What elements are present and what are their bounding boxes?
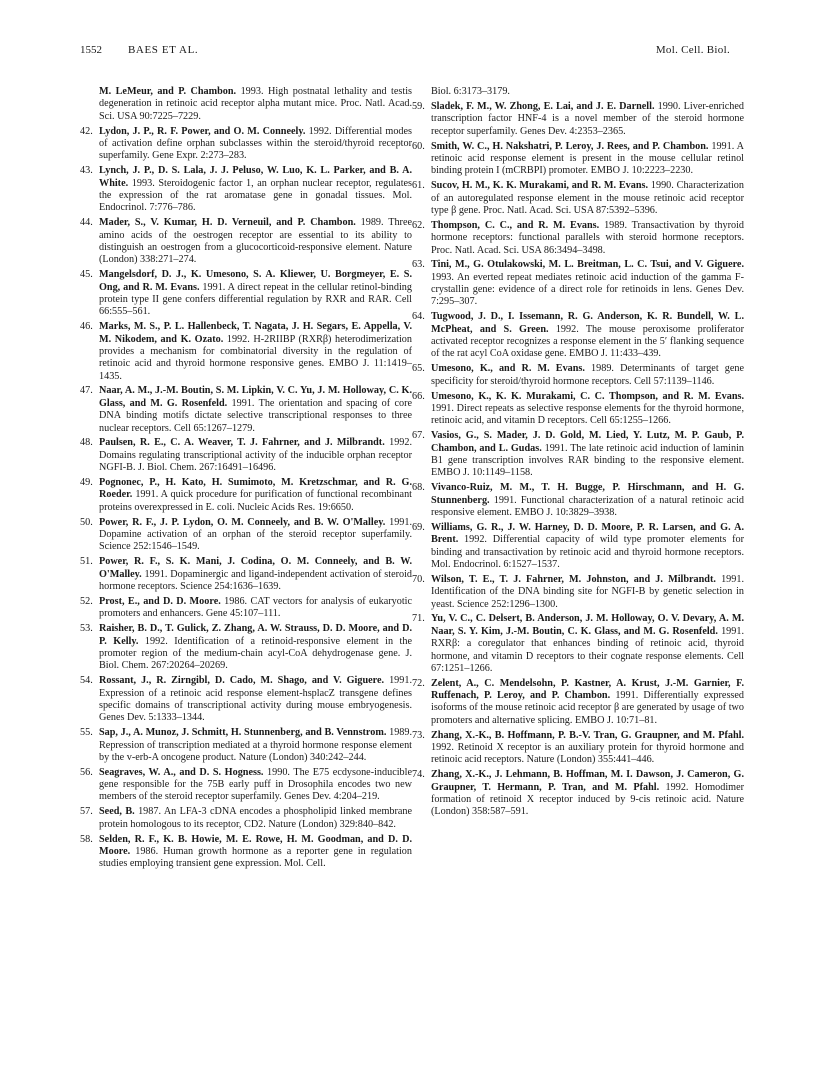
reference-entry [412, 613, 744, 675]
reference-entry [412, 482, 744, 519]
reference-entry [80, 437, 412, 474]
reference-text: 1990. Characterization of an autoregulated response element in the mouse retinoic acid receptor type β gene. Proc. Natl. Acad. Sci. USA 87:5392–5396. [431, 180, 744, 216]
reference-number: 63. [412, 259, 425, 271]
reference-authors: Zelent, A., C. Mendelsohn, P. Kastner, A. Krust, J.-M. Garnier, F. Ruffenach, P. Leroy, and P. Chambon. [431, 677, 744, 702]
reference-authors: Smith, W. C., H. Nakshatri, P. Leroy, J. Rees, and P. Chambon. [431, 140, 709, 152]
reference-number: 42. [80, 125, 93, 137]
reference-entry [412, 769, 744, 818]
reference-entry [412, 141, 744, 178]
reference-number: 51. [80, 556, 93, 568]
reference-text: 1991. RXRβ: a coregulator that enhances binding of retinoic acid, thyroid hormone, and vitamin D receptors to their cognate response elements. Cell 67:1251–1266. [431, 625, 744, 674]
reference-number: 62. [412, 219, 425, 231]
reference-number: 52. [80, 595, 93, 607]
reference-authors: Sucov, H. M., K. K. Murakami, and R. M. Evans. [431, 180, 649, 192]
reference-text: 1991. A retinoic acid response element is present in the mouse cellular retinol binding protein I (mCRBPI) promoter. EMBO J. 10:2223–2230. [431, 140, 744, 177]
reference-authors: Rossant, J., R. Zirngibl, D. Cado, M. Shago, and V. Giguere. [99, 675, 385, 687]
reference-entry [80, 806, 412, 831]
reference-column-left [80, 86, 412, 873]
reference-text: 1992. H-2RIIBP (RXRβ) heterodimerization provides a mechanism for combinatorial diversity in the regulation of retinoic acid and thyroid hormone responsive genes. EMBO J. 11:1419–1435. [99, 333, 412, 382]
reference-number: 74. [412, 769, 425, 781]
reference-number: 71. [412, 613, 425, 625]
reference-authors: Lynch, J. P., D. S. Lala, J. J. Peluso, W. Luo, K. L. Parker, and B. A. White. [99, 165, 412, 189]
reference-entry [412, 522, 744, 571]
reference-text: 1989. Transactivation by thyroid hormone receptors: functional parallels with steroid hormone receptors. Proc. Natl. Acad. Sci. USA 86:3494–3498. [431, 219, 745, 256]
reference-entry [412, 363, 744, 388]
reference-text: 1991. A quick procedure for purification of functional recombinant proteins overexpressed in E. coli. Nucleic Acids Res. 19:6650. [99, 489, 413, 513]
reference-authors: Tini, M., G. Otulakowski, M. L. Breitman, L. C. Tsui, and V. Giguere. [431, 259, 744, 271]
reference-text: Biol. 6:3173–3179. [431, 86, 510, 97]
reference-number: 73. [412, 729, 425, 741]
reference-entry [412, 101, 744, 138]
reference-text: 1989. Determinants of target gene specificity for steroid/thyroid hormone receptors. Cell 57:1139–1146. [431, 363, 744, 387]
reference-entry [80, 269, 412, 318]
reference-text: 1990. The E75 ecdysone-inducible gene responsible for the 75B early puff in Drosophila encodes two new members of the steroid receptor superfamily. Genes Dev. 4:204–219. [99, 766, 412, 803]
reference-text: 1992. The mouse peroxisome proliferator activated receptor recognizes a response element in the 5′ flanking sequence of the rat acyl CoA oxidase gene. EMBO J. 11:433–439. [431, 323, 744, 360]
reference-authors: Raisher, B. D., T. Gulick, Z. Zhang, A. W. Strauss, D. D. Moore, and D. P. Kelly. [99, 623, 412, 647]
reference-number: 57. [80, 806, 93, 818]
reference-number: 44. [80, 217, 93, 229]
reference-authors: Williams, G. R., J. W. Harney, D. D. Moore, P. R. Larsen, and G. A. Brent. [431, 521, 744, 546]
reference-entry [80, 767, 412, 804]
reference-entry [412, 220, 744, 257]
reference-entry [80, 834, 412, 871]
reference-text: 1986. Human growth hormone as a reporter gene in regulation studies employing transient gene expression. Mol. Cell. [99, 846, 412, 870]
reference-text: 1991. The orientation and spacing of core DNA binding motifs dictate selective transcriptional responses to three nuclear receptors. Cell 65:1267–1279. [99, 397, 413, 434]
reference-entry [80, 675, 412, 724]
reference-text: 1990. Liver-enriched transcription factor HNF-4 is a novel member of the steroid hormone receptor superfamily. Genes Dev. 4:2353–2365. [431, 100, 744, 137]
reference-authors: Thompson, C. C., and R. M. Evans. [431, 219, 600, 231]
reference-authors: Umesono, K., and R. M. Evans. [431, 363, 585, 375]
reference-entry [80, 727, 412, 764]
reference-number: 54. [80, 675, 93, 687]
reference-number: 58. [80, 833, 93, 845]
reference-text: 1991. Differentially expressed isoforms of the mouse retinoic acid receptor β are generated by usage of two promoters and alternative splicing. EMBO J. 10:71–81. [431, 690, 744, 726]
page-number: 1552 [80, 44, 102, 56]
reference-authors: Sladek, F. M., W. Zhong, E. Lai, and J. E. Darnell. [431, 100, 655, 112]
reference-authors: Pognonec, P., H. Kato, H. Sumimoto, M. Kretzschmar, and R. G. Roeder. [99, 477, 412, 501]
reference-number: 65. [412, 363, 425, 375]
reference-authors: M. LeMeur, and P. Chambon. [99, 86, 237, 97]
reference-text: 1991. Identification of the DNA binding site for NGFI-B by genetic selection in yeast. Science 252:1296–1300. [431, 573, 744, 610]
reference-text: 1987. An LFA-3 cDNA encodes a phospholipid linked membrane protein homologous to its receptor, CD2. Nature (London) 329:840–842. [99, 806, 413, 830]
reference-entry [412, 430, 744, 479]
reference-entry [80, 86, 412, 123]
reference-text: 1989. Three amino acids of the oestrogen receptor are essential to its ability to distinguish an oestrogen from a glucocorticoid-responsive element. Nature (London) 338:271–274. [99, 217, 412, 266]
reference-text: 1993. Steroidogenic factor 1, an orphan nuclear receptor, regulates the expression of the rat aromatase gene in gonadal tissues. Mol. Endocrinol. 7:776–786. [99, 177, 413, 214]
reference-authors: Wilson, T. E., T. J. Fahrner, M. Johnston, and J. Milbrandt. [431, 573, 716, 585]
reference-entry [412, 180, 744, 217]
reference-text: 1992. Differential modes of activation define orphan subclasses within the steroid/thyroid receptor superfamily. Gene Expr. 2:273–283. [99, 125, 412, 162]
reference-number: 60. [412, 140, 425, 152]
reference-authors: Lydon, J. P., R. F. Power, and O. M. Conneely. [99, 125, 306, 137]
reference-entry [80, 623, 412, 672]
reference-entry [412, 391, 744, 428]
reference-authors: Paulsen, R. E., C. A. Weaver, T. J. Fahrner, and J. Milbrandt. [99, 437, 385, 449]
reference-number: 69. [412, 521, 425, 533]
reference-authors: Prost, E., and D. D. Moore. [99, 595, 221, 607]
reference-authors: Power, R. F., S. K. Mani, J. Codina, O. M. Conneely, and B. W. O'Malley. [99, 556, 412, 580]
reference-number: 59. [412, 100, 425, 112]
reference-text: 1991. Direct repeats as selective response elements for the thyroid hormone, retinoic acid, and vitamin D receptors. Cell 65:1255–1266. [431, 403, 744, 427]
reference-text: 1991. Expression of a retinoic acid response element-hsplacZ transgene defines specific domains of transcriptional activity during mouse embryogenesis. Genes Dev. 5:1333–1344. [99, 675, 412, 724]
reference-authors: Tugwood, J. D., I. Issemann, R. G. Anderson, K. R. Bundell, W. L. McPheat, and S. Green. [431, 311, 744, 335]
reference-authors: Selden, R. F., K. B. Howie, M. E. Rowe, H. M. Goodman, and D. D. Moore. [99, 833, 412, 858]
reference-entry [412, 311, 744, 360]
reference-entry [80, 477, 412, 514]
reference-entry [412, 86, 744, 98]
running-head-journal: Mol. Cell. Biol. [655, 44, 730, 56]
reference-authors: Yu, V. C., C. Delsert, B. Anderson, J. M. Holloway, O. V. Devary, A. M. Naar, S. Y. Kim, J.-M. Boutin, C. K. Glass, and M. G. Rosenfeld. [431, 613, 744, 637]
reference-entry [80, 165, 412, 214]
reference-number: 70. [412, 573, 425, 585]
reference-number: 68. [412, 482, 425, 494]
reference-authors: Seagraves, W. A., and D. S. Hogness. [99, 766, 264, 778]
reference-text: 1992. Domains regulating transcriptional activity of the inducible orphan receptor NGFI-B. J. Biol. Chem. 267:16491–16496. [99, 437, 413, 474]
reference-text: 1992. Homodimer formation of retinoid X receptor induced by 9-cis retinoic acid. Nature (London) 358:587–591. [431, 781, 745, 818]
reference-entry [412, 678, 744, 727]
reference-authors: Seed, B. [99, 806, 135, 818]
reference-number: 48. [80, 437, 93, 449]
reference-text: 1986. CAT vectors for analysis of eukaryotic promoters and enhancers. Gene 45:107–111. [99, 595, 413, 620]
reference-authors: Zhang, X.-K., B. Hoffmann, P. B.-V. Tran, G. Graupner, and M. Pfahl. [431, 729, 744, 741]
reference-authors: Marks, M. S., P. L. Hallenbeck, T. Nagata, J. H. Segars, E. Appella, V. M. Nikodem, and K. Ozato. [99, 321, 412, 345]
reference-text: 1991. A direct repeat in the cellular retinol-binding protein type II gene confers differential regulation by RXR and RAR. Cell 66:555–561. [99, 281, 412, 318]
reference-number: 61. [412, 180, 425, 192]
reference-number: 66. [412, 390, 425, 402]
reference-number: 45. [80, 269, 93, 281]
reference-number: 72. [412, 677, 425, 689]
reference-number: 55. [80, 727, 93, 739]
reference-text: 1992. Differential capacity of wild type promoter elements for binding and transactivation by retinoic acid and thyroid hormone receptors. Mol. Endocrinol. 6:1527–1537. [431, 534, 744, 570]
reference-number: 67. [412, 430, 425, 442]
reference-authors: Vasios, G., S. Mader, J. D. Gold, M. Lied, Y. Lutz, M. P. Gaub, P. Chambon, and L. Gudas. [431, 430, 744, 454]
reference-authors: Vivanco-Ruiz, M. M., T. H. Bugge, P. Hirschmann, and H. G. Stunnenberg. [431, 482, 744, 506]
reference-number: 47. [80, 385, 93, 397]
running-head-authors: BAES ET AL. [128, 44, 199, 56]
reference-text: 1991. Functional characterization of a natural retinoic acid responsive element. EMBO J. 10:3829–3938. [431, 494, 744, 518]
reference-entry [80, 596, 412, 621]
reference-authors: Zhang, X.-K., J. Lehmann, B. Hoffman, M. I. Dawson, J. Cameron, G. Graupner, T. Hermann, P. Tran, and M. Pfahl. [431, 769, 744, 793]
reference-authors: Mangelsdorf, D. J., K. Umesono, S. A. Kliewer, U. Borgmeyer, E. S. Ong, and R. M. Evans. [99, 269, 412, 293]
reference-entry [80, 556, 412, 593]
reference-entry [412, 730, 744, 767]
page-header [0, 44, 816, 60]
reference-number: 56. [80, 766, 93, 778]
reference-authors: Naar, A. M., J.-M. Boutin, S. M. Lipkin, V. C. Yu, J. M. Holloway, C. K. Glass, and M. G. Rosenfeld. [99, 385, 412, 409]
reference-entry [412, 259, 744, 308]
reference-number: 50. [80, 516, 93, 528]
reference-column-right [412, 86, 744, 821]
reference-text: 1991. Dopamine activation of an orphan of the steroid receptor superfamily. Science 252:1546–1549. [99, 516, 413, 553]
reference-authors: Power, R. F., J. P. Lydon, O. M. Conneely, and B. W. O'Malley. [99, 516, 386, 528]
reference-entry [80, 517, 412, 554]
reference-text: 1993. High postnatal lethality and testis degeneration in retinoic acid receptor alpha mutant mice. Proc. Natl. Acad. Sci. USA 90:7225–7229. [99, 86, 413, 122]
reference-authors: Mader, S., V. Kumar, H. D. Verneuil, and P. Chambon. [99, 217, 356, 229]
reference-number: 49. [80, 477, 93, 489]
reference-text: 1991. Dopaminergic and ligand-independent activation of steroid hormone receptors. Science 254:1636–1639. [99, 568, 413, 592]
reference-number: 64. [412, 311, 425, 323]
reference-text: 1989. Repression of transcription mediated at a thyroid hormone response element by the v-erb-A oncogene product. Nature (London) 340:242–244. [99, 727, 413, 763]
reference-entry [80, 385, 412, 434]
reference-entry [80, 321, 412, 383]
reference-number: 53. [80, 623, 93, 635]
reference-authors: Umesono, K., K. K. Murakami, C. C. Thompson, and R. M. Evans. [431, 390, 744, 402]
reference-text: 1993. An everted repeat mediates retinoic acid induction of the gamma F-crystallin gene: evidence of a direct role for retinoids in lens. Genes Dev. 7:295–307. [431, 271, 744, 308]
reference-entry [80, 217, 412, 266]
reference-entry [412, 574, 744, 611]
reference-text: 1992. Retinoid X receptor is an auxiliary protein for thyroid hormone and retinoic acid receptors. Nature (London) 355:441–446. [431, 742, 744, 766]
reference-number: 46. [80, 321, 93, 333]
reference-authors: Sap, J., A. Munoz, J. Schmitt, H. Stunnenberg, and B. Vennstrom. [99, 727, 387, 739]
reference-text: 1992. Identification of a retinoid-responsive element in the promoter region of the medium-chain acyl-CoA dehydrogenase gene. J. Biol. Chem. 267:20264–20269. [99, 635, 412, 672]
reference-text: 1991. The late retinoic acid induction of laminin B1 gene transcription involves RAR binding to the responsive element. EMBO J. 10:1149–1158. [431, 442, 744, 479]
reference-number: 43. [80, 165, 93, 177]
reference-entry [80, 126, 412, 163]
